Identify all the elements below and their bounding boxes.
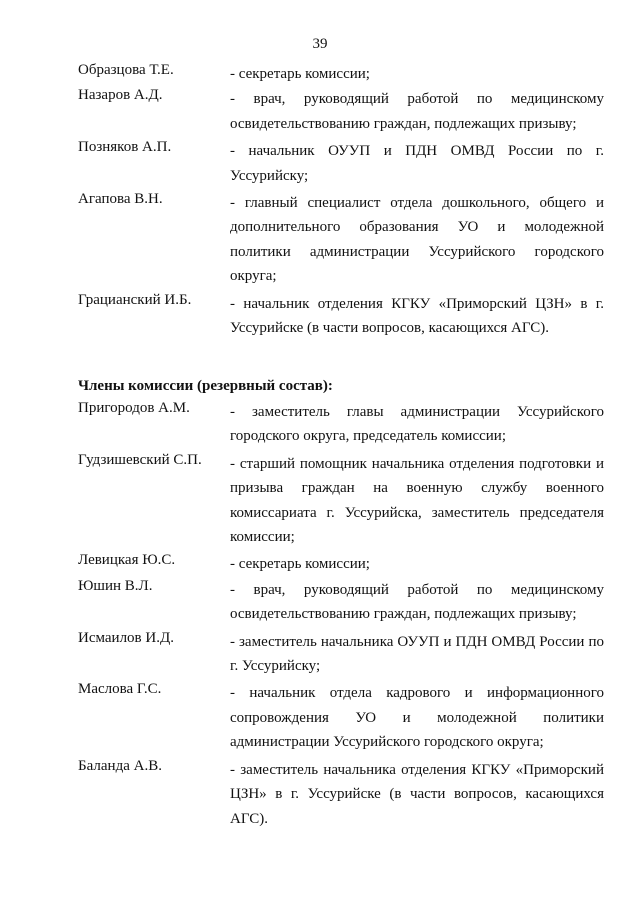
members-main-list [78,62,604,340]
member-entry [78,452,604,550]
member-entry [78,400,604,449]
member-role: - начальник ОУУП и ПДН ОМВД России по г. Уссурийску; [230,143,604,184]
member-entry [78,191,604,289]
member-entry [78,87,604,136]
member-entry [78,630,604,679]
reserve-heading: Члены комиссии (резервный состав): [78,378,333,394]
member-entry [78,139,604,188]
member-name: Юшин В.Л. [78,577,153,594]
member-name: Гудзишевский С.П. [78,451,202,468]
member-role: - заместитель начальника ОУУП и ПДН ОМВД России по г. Уссурийску; [230,633,604,675]
member-entry [78,552,604,576]
member-role: - заместитель главы администрации Уссурийского городского округа, председатель комиссии; [230,404,604,445]
member-name: Пригородов А.М. [78,400,190,416]
member-name: Назаров А.Д. [78,87,163,104]
member-name: Образцова Т.Е. [78,62,174,78]
member-role: - секретарь комиссии; [230,556,370,573]
member-name: Позняков А.П. [78,139,172,156]
member-role: - начальник отдела кадрового и информационного сопровождения УО и молодежной политики администрации Уссурийского городского округа; [230,685,604,751]
member-name: Агапова В.Н. [78,191,163,208]
member-name: Грацианский И.Б. [78,291,192,308]
member-role: - секретарь комиссии; [230,66,370,82]
member-role: - врач, руководящий работой по медицинскому освидетельствованию граждан, подлежащих призыву; [230,581,604,623]
member-entry [78,292,604,341]
member-name: Левицкая Ю.С. [78,552,176,569]
member-entry [78,62,604,86]
member-role: - начальник отделения КГКУ «Приморский ЦЗН» в г. Уссурийске (в части вопросов, касающихся АГС). [230,295,604,337]
member-name: Маслова Г.С. [78,681,162,698]
member-role: - главный специалист отдела дошкольного, общего и дополнительного образования УО и молодежной политики администрации Уссурийского городского округа; [230,195,604,285]
member-entry [78,681,604,754]
member-entry [78,578,604,627]
page-number: 39 [312,36,328,52]
member-role: - старший помощник начальника отделения подготовки и призыва граждан на военную службу военного комиссариата г. Уссурийска, заместитель председателя комиссии; [230,455,604,546]
member-entry [78,758,604,831]
member-name: Баланда А.В. [78,757,162,774]
members-reserve-list [78,400,604,831]
member-role: - заместитель начальника отделения КГКУ «Приморский ЦЗН» в г. Уссурийске (в части вопросов, касающихся АГС). [230,761,604,827]
member-name: Исмаилов И.Д. [78,629,174,646]
member-role: - врач, руководящий работой по медицинскому освидетельствованию граждан, подлежащих призыву; [230,91,604,132]
